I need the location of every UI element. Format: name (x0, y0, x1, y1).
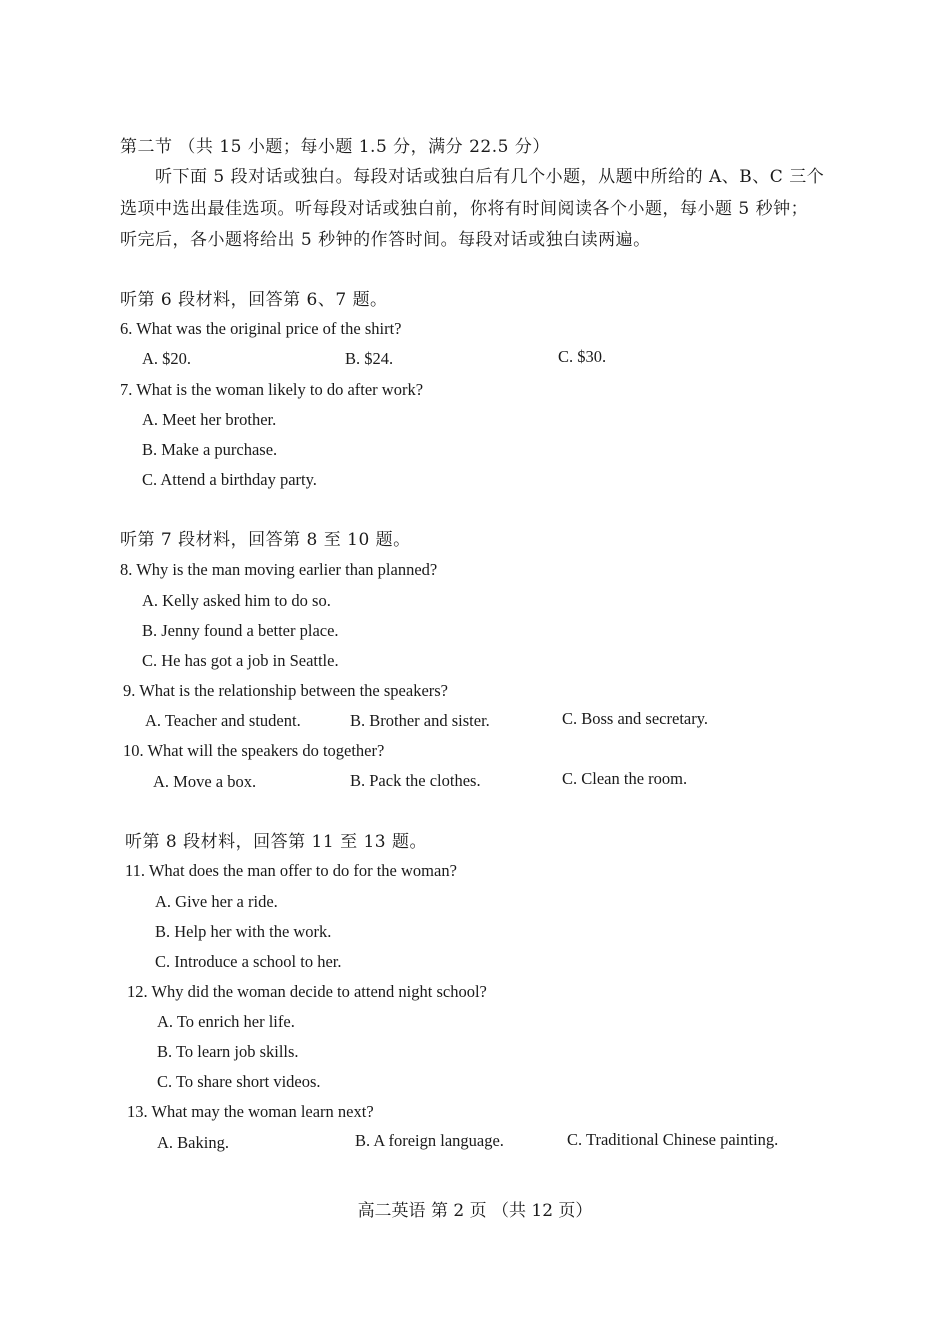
question-12-option-a: A. To enrich her life. (157, 1012, 295, 1031)
question-9-option-b: B. Brother and sister. (350, 711, 490, 730)
question-7-stem: 7. What is the woman likely to do after work? (120, 380, 424, 399)
group-heading: 听第 8 段材料，回答第 11 至 13 题。 (125, 832, 428, 852)
question-9-option-c: C. Boss and secretary. (562, 709, 709, 728)
question-11-stem: 11. What does the man offer to do for the woman? (125, 861, 457, 880)
question-7-option-b: B. Make a purchase. (142, 440, 278, 459)
page-footer: 高二英语 第 2 页 （共 12 页） (357, 1201, 593, 1221)
group-heading: 听第 7 段材料，回答第 8 至 10 题。 (120, 530, 411, 550)
question-13-option-b: B. A foreign language. (355, 1131, 504, 1150)
question-8-option-a: A. Kelly asked him to do so. (142, 591, 331, 610)
question-6-option-a: A. $20. (142, 349, 192, 368)
instruction-line-1: 听下面 5 段对话或独白。每段对话或独白后有几个小题，从题中所给的 A、B、C 三个 (155, 167, 825, 187)
question-7-option-a: A. Meet her brother. (142, 410, 277, 429)
instruction-line-3: 听完后，各小题将给出 5 秒钟的作答时间。每段对话或独白读两遍。 (120, 230, 651, 250)
question-13-option-c: C. Traditional Chinese painting. (567, 1130, 779, 1149)
instruction-line-2: 选项中选出最佳选项。听每段对话或独白前，你将有时间阅读各个小题，每小题 5 秒钟； (120, 199, 809, 219)
question-10-option-a: A. Move a box. (153, 772, 257, 791)
question-10-stem: 10. What will the speakers do together? (123, 741, 385, 760)
question-9-option-a: A. Teacher and student. (145, 711, 301, 730)
question-6-option-b: B. $24. (345, 349, 394, 368)
question-8-stem: 8. Why is the man moving earlier than planned? (120, 560, 438, 579)
question-10-option-c: C. Clean the room. (562, 769, 688, 788)
question-8-option-b: B. Jenny found a better place. (142, 621, 339, 640)
question-13-stem: 13. What may the woman learn next? (127, 1102, 374, 1121)
question-12-option-b: B. To learn job skills. (157, 1042, 299, 1061)
question-11-option-a: A. Give her a ride. (155, 892, 278, 911)
question-6-stem: 6. What was the original price of the shirt? (120, 319, 402, 338)
question-9-stem: 9. What is the relationship between the speakers? (123, 681, 449, 700)
question-10-option-b: B. Pack the clothes. (350, 771, 481, 790)
question-12-option-c: C. To share short videos. (157, 1072, 321, 1091)
question-11-option-c: C. Introduce a school to her. (155, 952, 342, 971)
question-7-option-c: C. Attend a birthday party. (142, 470, 317, 489)
section-title: 第二节 （共 15 小题；每小题 1.5 分，满分 22.5 分） (120, 137, 550, 157)
question-8-option-c: C. He has got a job in Seattle. (142, 651, 339, 670)
question-13-option-a: A. Baking. (157, 1133, 229, 1152)
question-6-option-c: C. $30. (558, 347, 607, 366)
group-heading: 听第 6 段材料，回答第 6、7 题。 (120, 290, 388, 310)
question-11-option-b: B. Help her with the work. (155, 922, 332, 941)
question-12-stem: 12. Why did the woman decide to attend night school? (127, 982, 487, 1001)
